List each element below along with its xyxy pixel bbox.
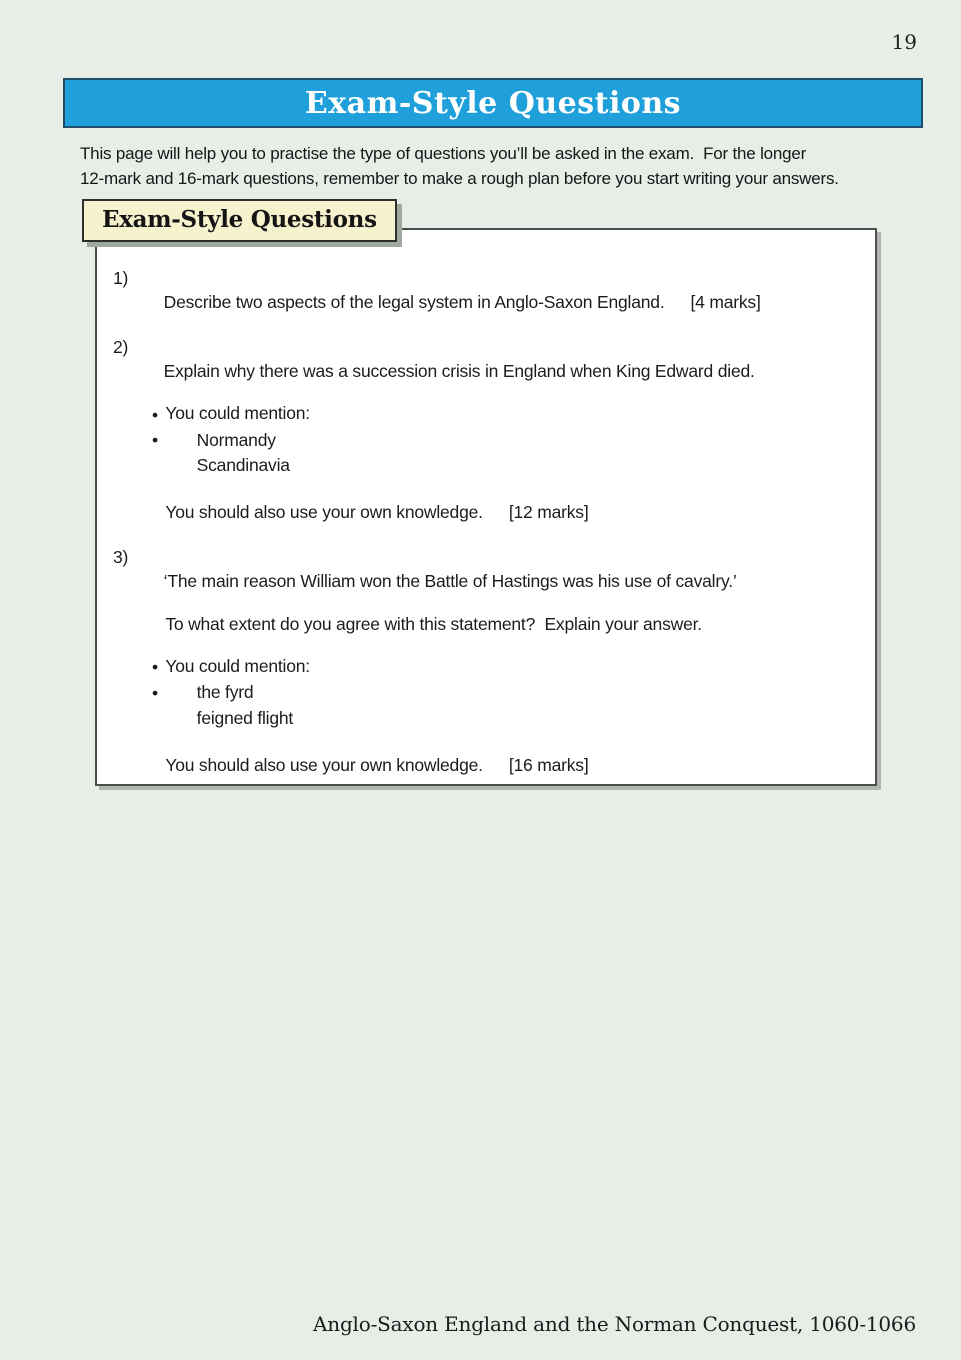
question-2-knowledge-note: You should also use your own knowledge. [12 marks] [165, 502, 589, 522]
page-title: Exam-Style Questions [304, 85, 682, 121]
question-1 [97, 266, 875, 338]
question-3-text: ‘The main reason William won the Battle of Hastings was his use of cavalry.’ [163, 571, 737, 591]
question-1-number: 1) [113, 268, 129, 288]
questions-panel-tab-label: Exam-Style Questions [102, 206, 377, 233]
question-3-mention-label: You could mention: [165, 656, 310, 676]
questions-panel-tab [82, 199, 397, 242]
bullet-icon: • [152, 430, 158, 450]
question-3-knowledge-note: You should also use your own knowledge. [16 marks] [165, 755, 589, 775]
bullet-icon: • [152, 405, 158, 425]
question-3-bullet-2-text: feigned flight [196, 708, 294, 728]
question-3-number: 3) [113, 547, 129, 567]
question-2-marks: [12 marks] [508, 502, 589, 522]
question-2-text: Explain why there was a succession crisis in England when King Edward died. [163, 361, 755, 381]
question-2-number: 2) [113, 337, 129, 357]
question-3-marks: [16 marks] [508, 755, 589, 775]
title-bar [63, 78, 923, 128]
question-2-bullet-2-text: Scandinavia [196, 455, 290, 475]
intro-line-1: This page will help you to practise the type of questions you’ll be asked in the exam. For the longer [80, 144, 807, 163]
question-3-bullet-1-text: the fyrd [196, 682, 254, 702]
question-1-text: Describe two aspects of the legal system in Anglo-Saxon England. [163, 292, 665, 312]
intro-paragraph [80, 141, 839, 191]
bullet-icon: • [152, 657, 158, 677]
question-3-subtext: To what extent do you agree with this statement? Explain your answer. [165, 614, 702, 634]
question-2-mention-label: You could mention: [165, 403, 310, 423]
question-2-bullet-1-text: Normandy [196, 430, 276, 450]
intro-line-2: 12-mark and 16-mark questions, remember to make a rough plan before you start writing your answers. [80, 169, 839, 188]
footer-title: Anglo-Saxon England and the Norman Conquest, 1060-1066 [313, 1312, 916, 1336]
questions-panel [95, 228, 877, 786]
page-number: 19 [891, 30, 917, 54]
question-1-marks: [4 marks] [690, 292, 761, 312]
bullet-icon: • [152, 683, 158, 703]
